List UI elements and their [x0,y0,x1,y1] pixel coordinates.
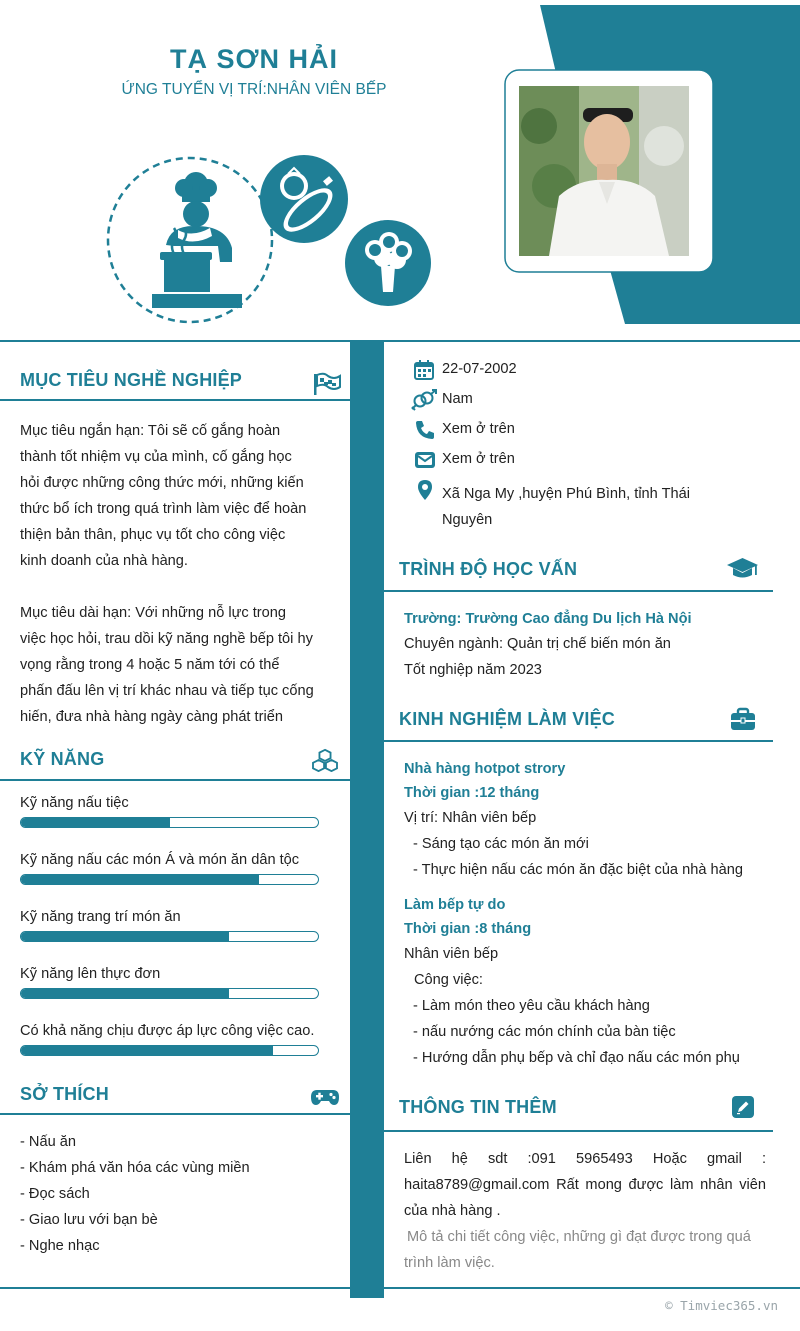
skill-fill [21,818,170,827]
skill-fill [21,989,229,998]
skill-label: Kỹ năng nấu các món Á và món ăn dân tộc [20,852,300,868]
skill-fill [21,875,259,884]
column-divider [350,342,384,1298]
gender: Nam [442,391,473,407]
skill-bar [20,988,319,999]
job-task: - nấu nướng các món chính của bàn tiệc [413,1024,676,1040]
birthday: 22-07-2002 [442,361,517,377]
placeholder-line: trình làm việc. [404,1255,495,1271]
footer-divider [0,1287,800,1289]
objective-short-line: kinh doanh của nhà hàng. [20,553,188,569]
hobby-item: - Đọc sách [20,1186,90,1202]
applied-position: ỨNG TUYỂN VỊ TRÍ:NHÂN VIÊN BẾP [121,81,387,98]
skills-line [0,779,350,781]
hobbies-line [0,1113,350,1115]
hobby-item: - Giao lưu với bạn bè [20,1212,158,1228]
placeholder-line: Mô tả chi tiết công việc, những gì đạt được trong quá [407,1229,751,1245]
profile-photo [519,86,689,256]
job-role: Nhân viên bếp [404,946,499,962]
job-tasks-label: Công việc: [414,972,483,988]
address-line: Xã Nga My ,huyện Phú Bình, tỉnh Thái [442,486,690,502]
phone: Xem ở trên [442,421,515,437]
hobby-item: - Nghe nhạc [20,1238,100,1254]
email-icon [414,449,436,471]
candidate-name: TẠ SƠN HẢI [169,44,339,74]
additional-placeholder [404,1224,766,1276]
job-duration: Thời gian :8 tháng [404,921,532,937]
experience-line [384,740,773,742]
additional-line [384,1130,773,1132]
skill-label: Có khả năng chịu được áp lực công việc cao. [20,1023,315,1039]
education-graduation: Tốt nghiệp năm 2023 [404,662,542,678]
objective-long-line: vọng rằng trong 4 hoặc 5 năm tới có thể [20,657,280,673]
edit-icon [732,1096,754,1118]
education-school: Trường: Trường Cao đẳng Du lịch Hà Nội [404,611,692,627]
job-company: Nhà hàng hotpot strory [404,761,566,777]
address-line: Nguyên [442,512,493,528]
objective-long-line: Mục tiêu dài hạn: Với những nỗ lực trong [20,605,287,621]
objective-long-term [20,600,319,730]
objective-short-line: thành tốt nhiệm vụ của mình, cố gắng học [20,449,292,465]
skill-label: Kỹ năng lên thực đơn [20,966,161,982]
objective-short-line: Mục tiêu ngắn hạn: Tôi sẽ cố gắng hoàn [20,423,281,439]
objective-title: MỤC TIÊU NGHỀ NGHIỆP [20,370,243,390]
objective-short-term [20,418,319,574]
gender-icon [411,389,437,411]
job-task: - Hướng dẫn phụ bếp và chỉ đạo nấu các món phụ [413,1050,740,1066]
additional-line-text: haita8789@gmail.com Rất mong được làm nhân viên [404,1177,766,1193]
job-task: - Thực hiện nấu các món ăn đặc biệt của nhà hàng [413,862,743,878]
skill-fill [21,932,229,941]
additional-line-text: của nhà hàng . [404,1203,501,1219]
objective-short-line: thức bổ ích trong quá trình làm việc để hoàn [20,501,307,517]
phone-icon [414,419,436,441]
gamepad-icon [310,1085,340,1109]
job-task: - Làm món theo yêu cầu khách hàng [413,998,650,1014]
location-icon [414,479,436,501]
flag-icon [312,372,342,396]
header-divider [0,340,800,342]
additional-line-text: Liên hệ sdt :091 5965493 Hoặc gmail : [404,1151,766,1167]
education-title: TRÌNH ĐỘ HỌC VẤN [399,559,578,579]
additional-text [404,1146,766,1224]
objective-long-line: phấn đấu lên vị trí khác nhau và tiếp tục cống [20,683,314,699]
skill-label: Kỹ năng nấu tiệc [20,795,129,811]
skills-title: KỸ NĂNG [20,749,105,769]
objective-short-line: thiện bản thân, phục vụ tốt cho công việc [20,527,286,543]
job-company: Làm bếp tự do [404,897,506,913]
additional-title: THÔNG TIN THÊM [399,1097,557,1117]
hobbies-title: SỞ THÍCH [20,1084,109,1104]
objective-line [0,399,350,401]
watermark: © Timviec365.vn [665,1298,778,1313]
objective-short-line: hỏi được những công thức mới, những kiến [20,475,304,491]
skill-bar [20,874,319,885]
job-duration: Thời gian :12 tháng [404,785,540,801]
address [442,481,742,533]
education-line [384,590,773,592]
skill-label: Kỹ năng trang trí món ăn [20,909,181,925]
graduation-cap-icon [726,557,759,581]
vegetables-icon [258,154,350,246]
calendar-icon [413,359,435,381]
skill-fill [21,1046,273,1055]
email: Xem ở trên [442,451,515,467]
hobby-item: - Khám phá văn hóa các vùng miền [20,1160,250,1176]
chef-cooking-icon [148,170,244,310]
skill-bar [20,1045,319,1056]
education-major: Chuyên ngành: Quản trị chế biến món ăn [404,636,671,652]
objective-long-line: hiến, đưa nhà hàng ngày càng phát triển [20,709,283,725]
skill-bar [20,817,319,828]
hobby-item: - Nấu ăn [20,1134,76,1150]
broccoli-icon [343,220,433,310]
job-task: - Sáng tạo các món ăn mới [413,836,589,852]
cubes-icon [310,748,340,772]
objective-long-line: việc học hỏi, trau dồi kỹ năng nghề bếp tôi hy [20,631,313,647]
skill-bar [20,931,319,942]
briefcase-icon [730,707,756,731]
experience-title: KINH NGHIỆM LÀM VIỆC [399,709,616,729]
job-role: Vị trí: Nhân viên bếp [404,810,537,826]
